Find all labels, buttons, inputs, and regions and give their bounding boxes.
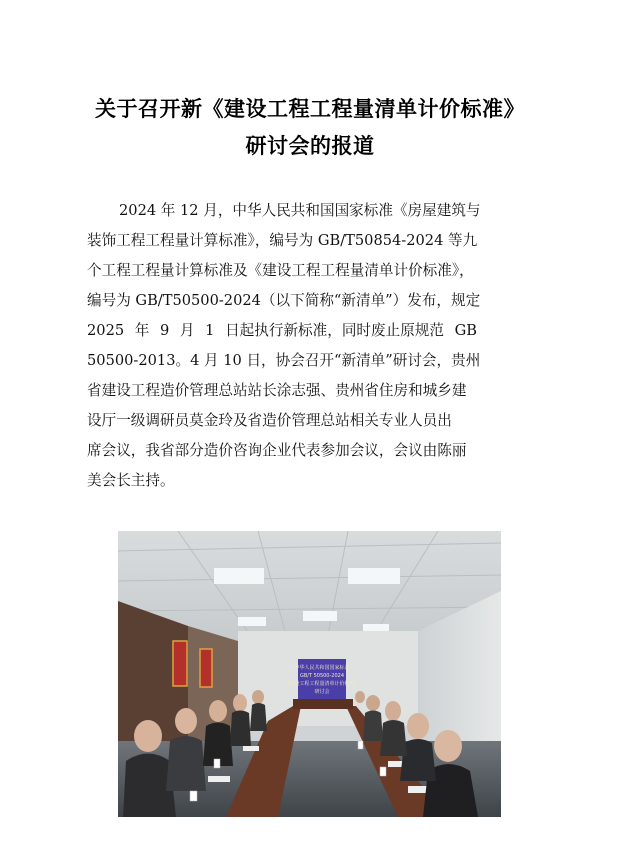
paragraph-line: 设厅一级调研员莫金玲及省造价管理总站相关专业人员出 xyxy=(87,412,452,429)
paragraph-line: 美会长主持。 xyxy=(87,472,175,489)
screen-line: 中华人民共和国国家标准 xyxy=(294,665,350,671)
paragraph-line: 省建设工程造价管理总站站长涂志强、贵州省住房和城乡建 xyxy=(87,382,467,399)
paragraph-line: 席会议，我省部分造价咨询企业代表参加会议，会议由陈丽 xyxy=(87,442,467,459)
paragraph-line: 装饰工程工程量计算标准》，编号为 GB/T50854-2024 等九 xyxy=(87,232,478,249)
paragraph-line: 个工程工程量计算标准及《建设工程工程量清单计价标准》， xyxy=(87,262,474,279)
screen-line: 研讨会 xyxy=(314,689,330,695)
paragraph-line: 编号为 GB/T50500-2024（以下简称“新清单”）发布，规定 xyxy=(87,292,481,309)
article-title-line-2: 研讨会的报道 xyxy=(245,134,375,158)
screen-line: GB/T 50500-2024 xyxy=(299,673,345,679)
meeting-photo xyxy=(118,531,501,817)
paragraph-line: 50500-2013。4 月 10 日，协会召开“新清单”研讨会，贵州 xyxy=(87,352,481,369)
paragraph-line: 2024 年 12 月，中华人民共和国国家标准《房屋建筑与 xyxy=(119,202,481,219)
paragraph-line: 2025 年 9 月 1 日起执行新标准，同时废止原规范 GB xyxy=(87,322,478,339)
screen-line: 《建设工程工程量清单计价标准》 xyxy=(284,681,360,687)
article-title-line-1: 关于召开新《建设工程工程量清单计价标准》 xyxy=(95,97,525,121)
